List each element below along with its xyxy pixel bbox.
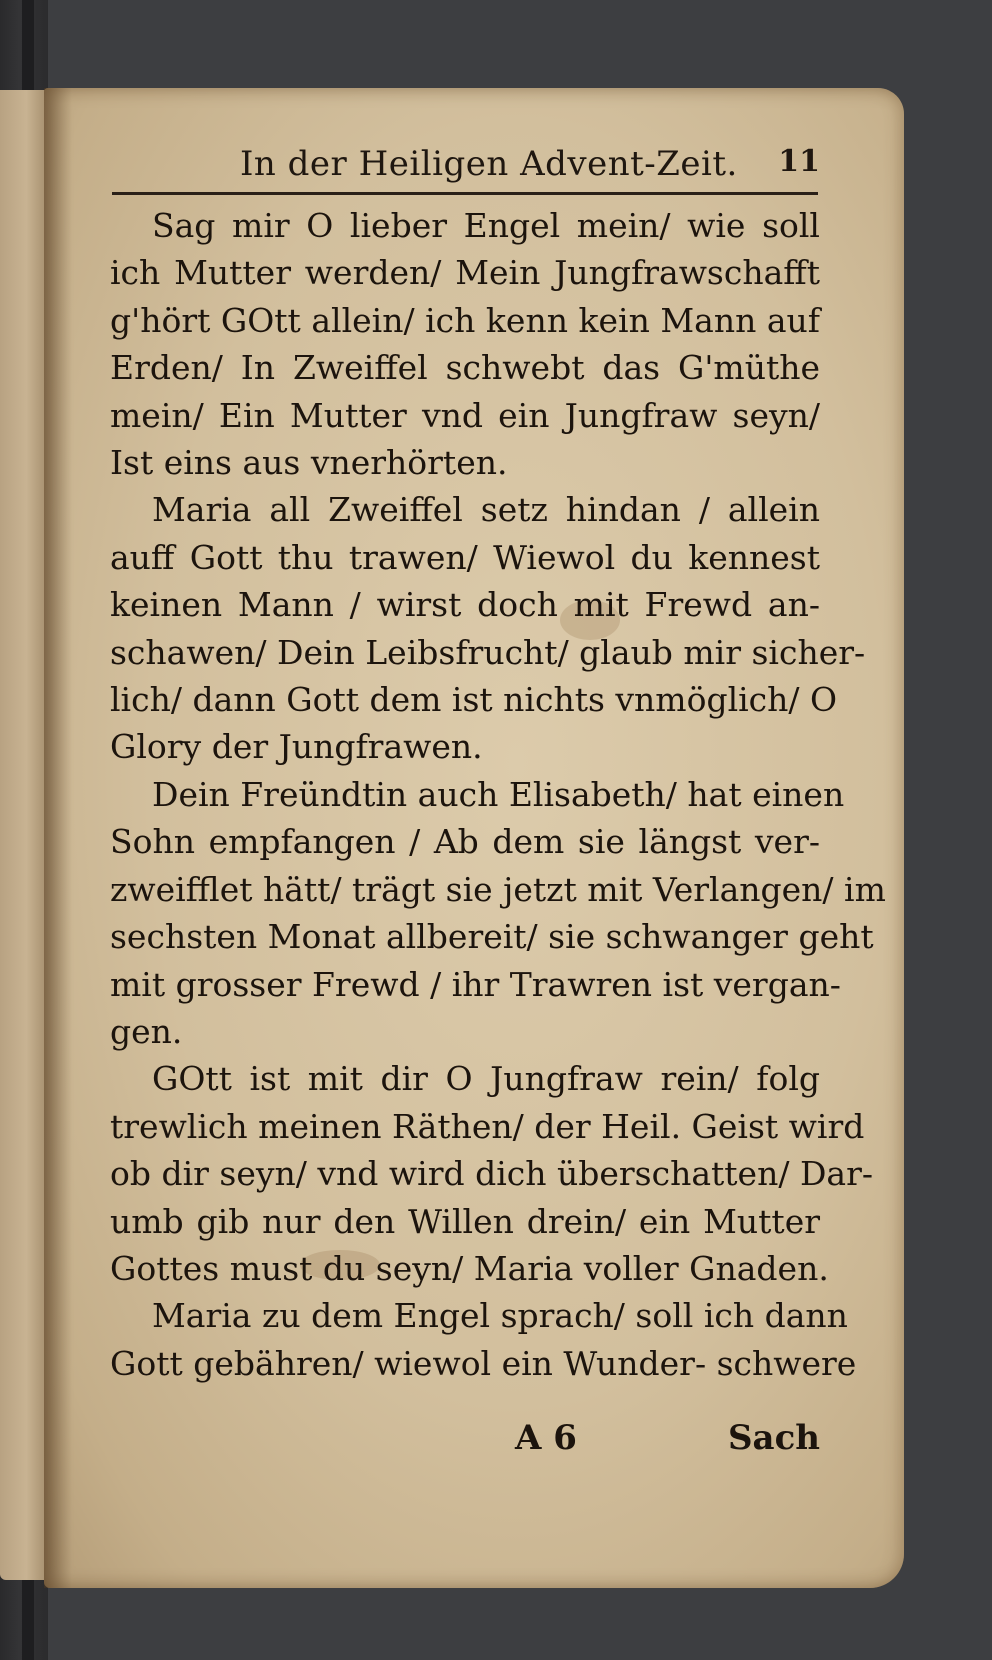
- stanza-2: [110, 486, 866, 770]
- page-number: 11: [778, 144, 820, 179]
- text-line: Gottes must du seyn/ Maria voller Gnaden.: [110, 1248, 829, 1288]
- text-line: sechsten Monat allbereit/ sie schwanger geht: [110, 917, 874, 957]
- text-line: gen.: [110, 1011, 183, 1051]
- text-line: Glory der Jungfrawen.: [110, 727, 483, 767]
- text-line: Sohn empfangen / Ab dem sie längst ver-: [110, 822, 820, 862]
- text-line: ob dir seyn/ vnd wird dich überschatten/ Dar-: [110, 1154, 873, 1194]
- text-line: Sag mir O lieber Engel mein/ wie soll: [152, 206, 820, 245]
- text-line: g'hört GOtt allein/ ich kenn kein Mann auf: [110, 300, 820, 340]
- text-line: Dein Freündtin auch Elisabeth/ hat einen: [152, 774, 845, 814]
- text-line: keinen Mann / wirst doch mit Frewd an-: [110, 585, 820, 625]
- text-line: schawen/ Dein Leibsfrucht/ glaub mir sicher-: [110, 632, 866, 672]
- verse-text: [110, 202, 886, 1387]
- text-line: Ist eins aus vnerhörten.: [110, 443, 508, 483]
- previous-page-edge: [0, 90, 48, 1580]
- header-rule: [112, 192, 818, 195]
- text-line: zweifflet hätt/ trägt sie jetzt mit Verlangen/ im: [110, 869, 886, 909]
- page-footer: [110, 1418, 820, 1470]
- text-line: trewlich meinen Räthen/ der Heil. Geist wird: [110, 1106, 865, 1146]
- stanza-3: [110, 771, 886, 1055]
- catchword: Sach: [727, 1418, 820, 1458]
- text-line: Maria all Zweiffel setz hindan / allein: [152, 490, 820, 530]
- stanza-5: [110, 1292, 857, 1387]
- text-line: Erden/ In Zweiffel schwebt das G'müthe: [110, 348, 820, 388]
- stanza-1: [110, 202, 820, 486]
- text-line: ich Mutter werden/ Mein Jungfrawschafft: [110, 253, 820, 293]
- text-line: lich/ dann Gott dem ist nichts vnmöglich/ O: [110, 680, 838, 720]
- signature-mark: A 6: [515, 1418, 577, 1458]
- page-gutter-shadow: [44, 88, 72, 1588]
- text-line: Maria zu dem Engel sprach/ soll ich dann: [152, 1296, 848, 1336]
- text-line: mit grosser Frewd / ihr Trawren ist vergan-: [110, 964, 841, 1004]
- running-head: In der Heiligen Advent-Zeit.: [240, 144, 738, 184]
- text-line: mein/ Ein Mutter vnd ein Jungfraw seyn/: [110, 395, 820, 435]
- stanza-4: [110, 1055, 873, 1292]
- text-line: GOtt ist mit dir O Jungfraw rein/ folg: [152, 1059, 820, 1099]
- text-line: umb gib nur den Willen drein/ ein Mutter: [110, 1201, 820, 1241]
- text-line: Gott gebähren/ wiewol ein Wunder- schwere: [110, 1343, 857, 1383]
- page-header: [110, 138, 820, 200]
- text-line: auff Gott thu trawen/ Wiewol du kennest: [110, 537, 820, 577]
